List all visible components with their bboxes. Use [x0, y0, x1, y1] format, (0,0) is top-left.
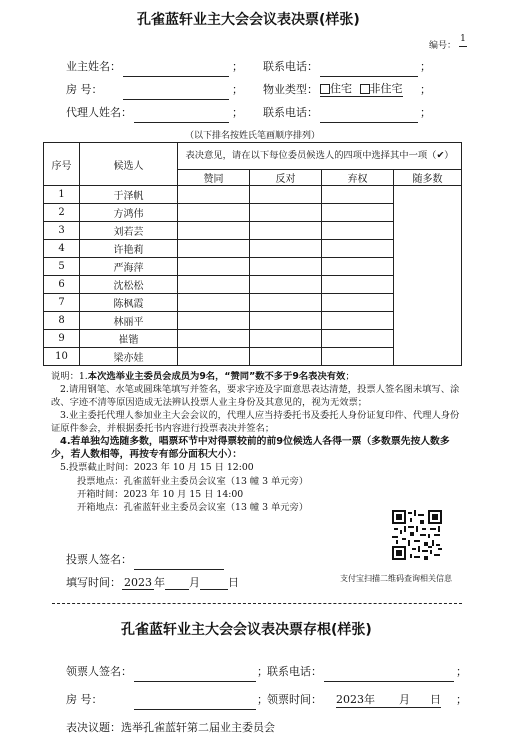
abstain-cell[interactable] [322, 330, 394, 348]
approve-cell[interactable] [178, 330, 250, 348]
voter-signature-field[interactable] [134, 551, 224, 570]
candidate-name: 刘若芸 [80, 222, 178, 240]
property-type-label: 物业类型： [263, 83, 318, 96]
oppose-cell[interactable] [250, 312, 322, 330]
sort-note: （以下排名按姓氏笔画顺序排列） [185, 131, 321, 141]
non-residential-label: 非住宅 [369, 82, 403, 95]
candidate-name: 崔锴 [80, 330, 178, 348]
separator: ； [420, 83, 431, 96]
room-label: 房 号： [66, 83, 103, 96]
separator: ； [232, 106, 243, 119]
col-header-abstain: 弃权 [322, 170, 394, 186]
ballot-table [43, 142, 462, 366]
proxy-contact-label: 联系电话： [263, 106, 318, 119]
row-number: 5 [44, 258, 80, 276]
month-char: 月 [399, 693, 410, 706]
contact-label: 联系电话： [263, 60, 318, 73]
tear-line-divider [52, 603, 462, 604]
note-2: 2.请用钢笔、水笔或圆珠笔填写并签名，要求字迹及字面意思表达清楚，投票人签名图未填写、涂改、字迹不清等原因造成无法辨认投票人业主身份及其意见的，视为无效票； [51, 384, 460, 409]
row-number: 3 [44, 222, 80, 240]
separator: ； [456, 665, 467, 678]
owner-name-field[interactable] [123, 58, 229, 77]
fill-month[interactable] [165, 578, 189, 590]
non-residential-checkbox[interactable] [360, 84, 370, 94]
approve-cell[interactable] [178, 276, 250, 294]
vote-instruction: 表决意见，请在以下每位委员候选人的四项中选择其中一项（✔） [178, 143, 462, 170]
proxy-name-label: 代理人姓名： [66, 106, 132, 119]
notes-section [51, 370, 465, 514]
stub-year: 2023 [336, 693, 364, 706]
property-type-options [320, 80, 403, 97]
oppose-cell[interactable] [250, 348, 322, 366]
candidate-name: 于泽帆 [80, 186, 178, 204]
serial-label: 编号： [429, 41, 457, 51]
abstain-cell[interactable] [322, 258, 394, 276]
candidate-name: 林丽平 [80, 312, 178, 330]
proxy-contact-field[interactable] [320, 104, 418, 123]
candidate-name: 许艳莉 [80, 240, 178, 258]
note-1 [51, 370, 465, 383]
approve-cell[interactable] [178, 294, 250, 312]
approve-cell[interactable] [178, 348, 250, 366]
abstain-cell[interactable] [322, 222, 394, 240]
abstain-cell[interactable] [322, 204, 394, 222]
stub-receive-time-label: 领票时间： [267, 693, 322, 706]
candidate-name: 陈枫霞 [80, 294, 178, 312]
stub-room-field[interactable] [134, 691, 256, 710]
oppose-cell[interactable] [250, 222, 322, 240]
approve-cell[interactable] [178, 204, 250, 222]
oppose-cell[interactable] [250, 204, 322, 222]
stub-agenda: 表决议题：选举孔雀蓝轩第二届业主委员会 [66, 721, 275, 734]
stub-contact-label: 联系电话： [267, 665, 322, 678]
contact-field[interactable] [320, 58, 418, 77]
separator: ； [257, 665, 268, 678]
open-location: 开箱地点：孔雀蓝轩业主委员会议室（13 幢 3 单元旁） [77, 501, 309, 513]
row-number: 6 [44, 276, 80, 294]
voter-signature-label: 投票人签名： [66, 553, 132, 566]
candidate-name: 方鸿伟 [80, 204, 178, 222]
col-header-approve: 赞同 [178, 170, 250, 186]
abstain-cell[interactable] [322, 312, 394, 330]
approve-cell[interactable] [178, 258, 250, 276]
oppose-cell[interactable] [250, 294, 322, 312]
approve-cell[interactable] [178, 222, 250, 240]
oppose-cell[interactable] [250, 258, 322, 276]
month-char: 月 [189, 576, 200, 589]
oppose-cell[interactable] [250, 330, 322, 348]
note-3: 3.业主委托代理人参加业主大会会议的，代理人应当持委托书及委托人身份证复印件、代理人身份证原件参会，并根据委托书内容进行投票表决并签名； [51, 410, 460, 435]
year-char: 年 [154, 576, 165, 589]
separator: ； [456, 693, 467, 706]
fill-day[interactable] [200, 578, 228, 590]
fill-date [122, 574, 239, 590]
stub-room-label: 房 号： [66, 693, 103, 706]
note-1-prefix: 说明：1. [51, 371, 88, 382]
abstain-cell[interactable] [322, 294, 394, 312]
room-field[interactable] [123, 81, 229, 100]
qr-code-icon [392, 510, 442, 560]
row-number: 1 [44, 186, 80, 204]
stub-title: 孔雀蓝轩业主大会会议表决票存根(样张) [121, 622, 372, 638]
stub-contact-field[interactable] [324, 663, 454, 682]
owner-name-label: 业主姓名： [66, 60, 121, 73]
year-char: 年 [364, 693, 375, 706]
row-number: 8 [44, 312, 80, 330]
row-number: 4 [44, 240, 80, 258]
col-header-candidate: 候选人 [80, 143, 178, 186]
proxy-name-field[interactable] [134, 104, 229, 123]
residential-label: 住宅 [330, 82, 352, 95]
approve-cell[interactable] [178, 240, 250, 258]
fill-date-label: 填写时间： [66, 576, 121, 589]
approve-cell[interactable] [178, 186, 250, 204]
stub-receiver-field[interactable] [134, 663, 256, 682]
stub-receiver-label: 领票人签名： [66, 665, 132, 678]
col-header-follow-majority: 随多数 [394, 170, 462, 186]
note-1-suffix: ； [345, 371, 355, 382]
separator: ； [232, 83, 243, 96]
note-5: 5.投票截止时间：2023 年 10 月 15 日 12:00 [60, 462, 254, 474]
candidate-name: 梁亦娃 [80, 348, 178, 366]
vote-location: 投票地点：孔雀蓝轩业主委员会议室（13 幢 3 单元旁） [77, 475, 309, 487]
stub-receive-date[interactable] [336, 691, 441, 708]
candidate-name: 沈松松 [80, 276, 178, 294]
ballot-title: 孔雀蓝轩业主大会会议表决票(样张) [137, 12, 360, 28]
open-time: 开箱时间：2023 年 10 月 15 日 14:00 [77, 488, 244, 500]
row-number: 7 [44, 294, 80, 312]
abstain-cell[interactable] [322, 348, 394, 366]
separator: ； [420, 60, 431, 73]
day-char: 日 [228, 576, 239, 589]
separator: ； [232, 60, 243, 73]
day-char: 日 [430, 693, 441, 706]
separator: ； [420, 106, 431, 119]
note-1-text: 本次选举业主委员会成员为9名，“赞同”数不多于9名表决有效 [87, 371, 346, 382]
abstain-cell[interactable] [322, 186, 394, 204]
approve-cell[interactable] [178, 312, 250, 330]
serial-number: 1 [459, 34, 467, 47]
separator: ； [257, 693, 268, 706]
candidate-name: 严海萍 [80, 258, 178, 276]
row-number: 2 [44, 204, 80, 222]
oppose-cell[interactable] [250, 240, 322, 258]
oppose-cell[interactable] [250, 186, 322, 204]
row-number: 9 [44, 330, 80, 348]
fill-year[interactable]: 2023 [124, 576, 152, 589]
follow-majority-cell[interactable] [394, 186, 462, 366]
abstain-cell[interactable] [322, 240, 394, 258]
row-number: 10 [44, 348, 80, 366]
note-4: 4.若单独勾选随多数，唱票环节中对得票较前的前9位候选人各得一票（多数票先按人数多少，若人数相等，再按专有部分面积大小）： [51, 436, 450, 461]
abstain-cell[interactable] [322, 276, 394, 294]
col-header-oppose: 反对 [250, 170, 322, 186]
table-row [44, 186, 462, 204]
residential-checkbox[interactable] [320, 84, 330, 94]
oppose-cell[interactable] [250, 276, 322, 294]
col-header-no: 序号 [44, 143, 80, 186]
qr-caption: 支付宝扫描二维码查询相关信息 [340, 574, 452, 583]
